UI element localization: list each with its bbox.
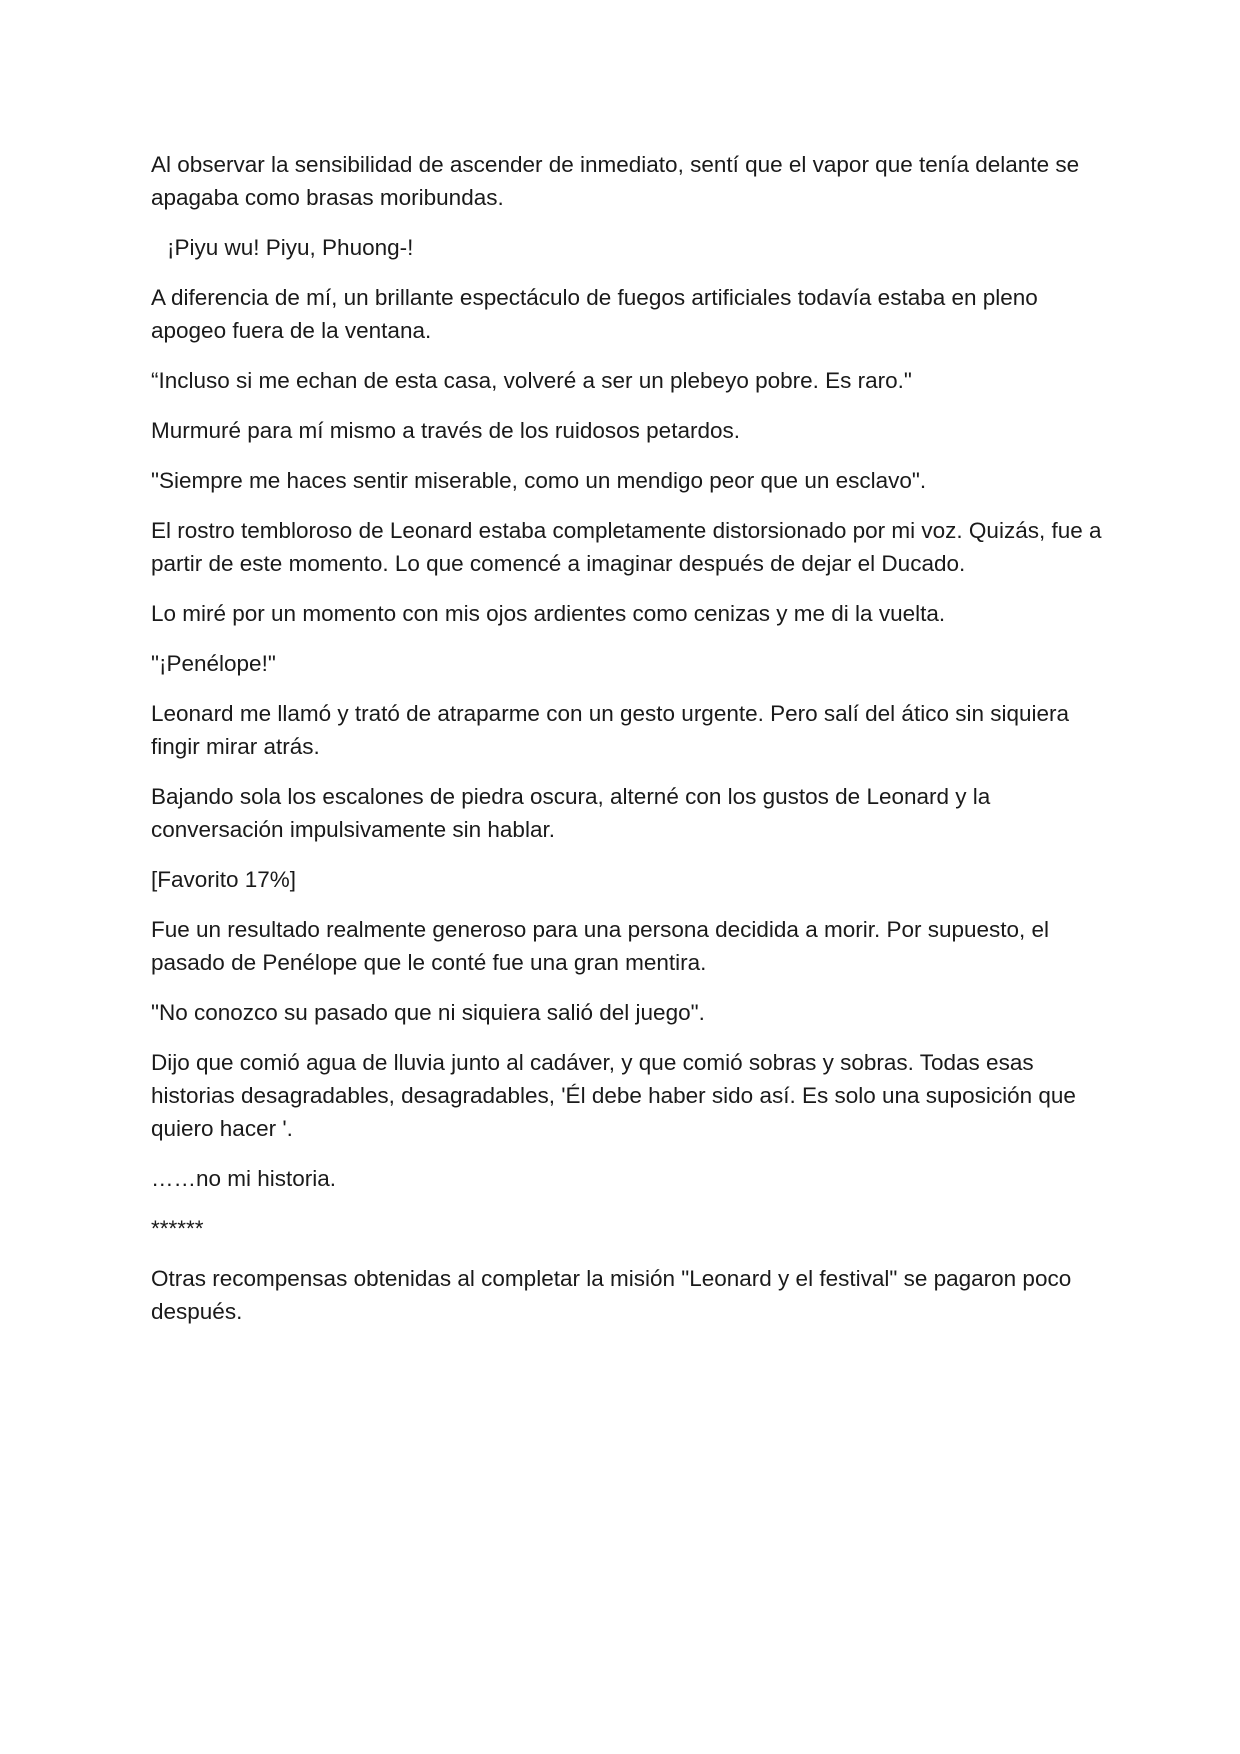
paragraph: El rostro tembloroso de Leonard estaba completamente distorsionado por mi voz. Quizás, fue a partir de este momento. Lo que comencé a imaginar después de dejar el Ducado.: [151, 518, 1108, 576]
paragraph: Leonard me llamó y trató de atraparme con un gesto urgente. Pero salí del ático sin siquiera fingir mirar atrás.: [151, 701, 1076, 759]
paragraph: Al observar la sensibilidad de ascender de inmediato, sentí que el vapor que tenía delante se apagaba como brasas moribundas.: [151, 152, 1086, 210]
paragraph-system-message: [Favorito 17%]: [151, 867, 297, 892]
paragraph-dialogue: "Siempre me haces sentir miserable, como un mendigo peor que un esclavo".: [151, 468, 927, 493]
paragraph: Dijo que comió agua de lluvia junto al cadáver, y que comió sobras y sobras. Todas esas historias desagradables, desagradables, 'Él debe haber sido así. Es solo una suposición que quiero hacer '.: [151, 1050, 1083, 1141]
document-page: [151, 148, 1111, 1345]
paragraph: Fue un resultado realmente generoso para una persona decidida a morir. Por supuesto, el pasado de Penélope que le conté fue una gran mentira.: [151, 917, 1056, 975]
paragraph: Murmuré para mí mismo a través de los ruidosos petardos.: [151, 418, 740, 443]
paragraph: Bajando sola los escalones de piedra oscura, alterné con los gustos de Leonard y la conversación impulsivamente sin hablar.: [151, 784, 997, 842]
paragraph-dialogue: “Incluso si me echan de esta casa, volveré a ser un plebeyo pobre. Es raro.": [151, 368, 912, 393]
paragraph: Otras recompensas obtenidas al completar la misión "Leonard y el festival" se pagaron poco después.: [151, 1266, 1078, 1324]
paragraph-sound-effect: ¡Piyu wu! Piyu, Phuong-!: [167, 235, 414, 260]
section-divider: ******: [151, 1216, 204, 1241]
paragraph: A diferencia de mí, un brillante espectáculo de fuegos artificiales todavía estaba en pleno apogeo fuera de la ventana.: [151, 285, 1045, 343]
paragraph-dialogue: "¡Penélope!": [151, 651, 276, 676]
paragraph: Lo miré por un momento con mis ojos ardientes como cenizas y me di la vuelta.: [151, 601, 946, 626]
paragraph: ……no mi historia.: [151, 1166, 337, 1191]
paragraph-dialogue: "No conozco su pasado que ni siquiera salió del juego".: [151, 1000, 705, 1025]
